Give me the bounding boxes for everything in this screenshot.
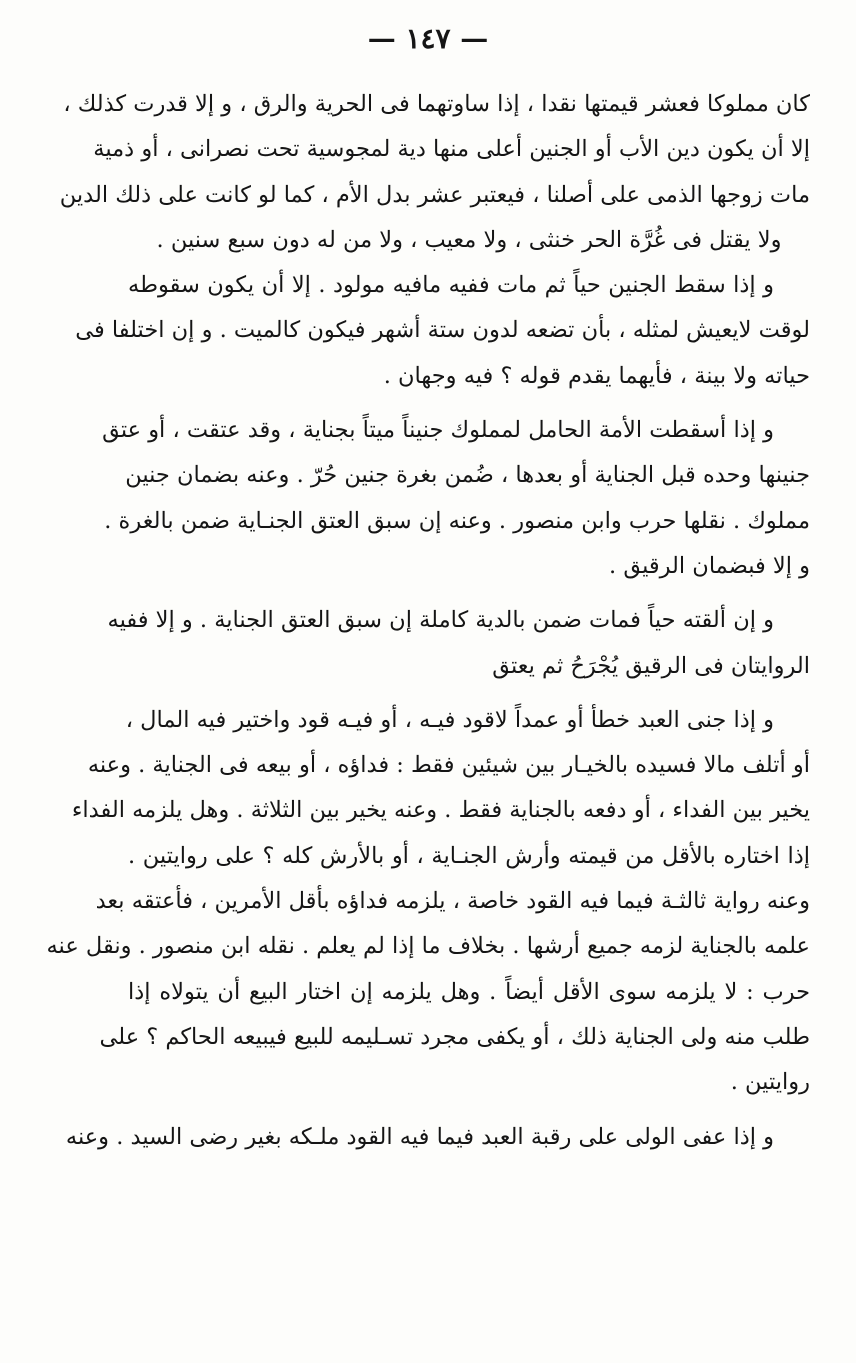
paragraph-first-line: و إذا عفى الولى على رقبة العبد فيما فيه القود ملـكه بغير رضى السيد . وعنه: [65, 1123, 774, 1150]
text-line: مملوك . نقلها حرب وابن منصور . وعنه إن سبق العتق الجنـاية ضمن بالغرة .: [104, 507, 810, 534]
paragraph-first-line: و إن ألقته حياً فمات ضمن بالدية كاملة إن سبق العتق الجناية . و إلا ففيه: [107, 607, 774, 634]
paragraph-last-line: و إلا فبضمان الرقيق .: [609, 552, 810, 579]
paragraph-last-line: الروايتان فى الرقيق يُجْرَحُ ثم يعتق: [492, 652, 810, 679]
page-number: — ١٤٧ —: [367, 22, 489, 55]
paragraph-first-line: و إذا جنى العبد خطأ أو عمداً لاقود فيـه ، أو فيـه قود واختير فيه المال ،: [125, 706, 774, 733]
text-line: طلب منه ولى الجناية ذلك ، أو يكفى مجرد تسـليمه للبيع فيبيعه الحاكم ؟ على: [99, 1023, 810, 1050]
text-line: كان مملوكا فعشر قيمتها نقدا ، إذا ساوتهما فى الحرية والرق ، و إلا قدرت كذلك ،: [63, 91, 810, 117]
page-body-text: [46, 82, 810, 1160]
paragraph-first-line: و إذا سقط الجنين حياً ثم مات ففيه مافيه مولود . إلا أن يكون سقوطه: [128, 272, 774, 299]
text-line: لوقت لايعيش لمثله ، بأن تضعه لدون ستة أشهر فيكون كالميت . و إن اختلفا فى: [75, 317, 810, 344]
text-line: ولا يقتل فى غُرَّة الحر خنثى ، ولا معيب ، ولا من له دون سبع سنين .: [156, 226, 782, 253]
text-line: مات زوجها الذمى على أصلنا ، فيعتبر عشر بدل الأم ، كما لو كانت على ذلك الدين: [59, 181, 810, 208]
text-line: إلا أن يكون دين الأب أو الجنين أعلى منها دية لمجوسية تحت نصرانى ، أو ذمية: [93, 136, 810, 163]
paragraph-first-line: و إذا أسقطت الأمة الحامل لمملوك جنيناً ميتاً بجناية ، وقد عتقت ، أو عتق: [102, 417, 774, 444]
text-line: جنينها وحده قبل الجناية أو بعدها ، ضُمن بغرة جنين حُرّ . وعنه بضمان جنين: [125, 462, 810, 489]
paragraph-last-line: روايتين .: [730, 1069, 810, 1096]
text-line: يخير بين الفداء ، أو دفعه بالجناية فقط . وعنه يخير بين الثلاثة . وهل يلزمه الفداء: [71, 797, 810, 824]
text-line: علمه بالجناية لزمه جميع أرشها . بخلاف ما إذا لم يعلم . نقله ابن منصور . ونقل عنه: [46, 933, 810, 960]
text-line: إذا اختاره بالأقل من قيمته وأرش الجنـاية ، أو بالأرش كله ؟ على روايتين .: [128, 842, 810, 869]
text-line: حرب : لا يلزمه سوى الأقل أيضاً . وهل يلزمه إن اختار البيع أن يتولاه إذا: [128, 978, 810, 1005]
text-line: وعنه رواية ثالثـة فيما فيه القود خاصة ، يلزمه فداؤه بأقل الأمرين ، فأعتقه بعد: [95, 888, 810, 915]
text-line: أو أتلف مالا فسيده بالخيـار بين شيئين فقط : فداؤه ، أو بيعه فى الجناية . وعنه: [87, 752, 810, 779]
paragraph-last-line: حياته ولا بينة ، فأيهما يقدم قوله ؟ فيه وجهان .: [383, 362, 810, 389]
